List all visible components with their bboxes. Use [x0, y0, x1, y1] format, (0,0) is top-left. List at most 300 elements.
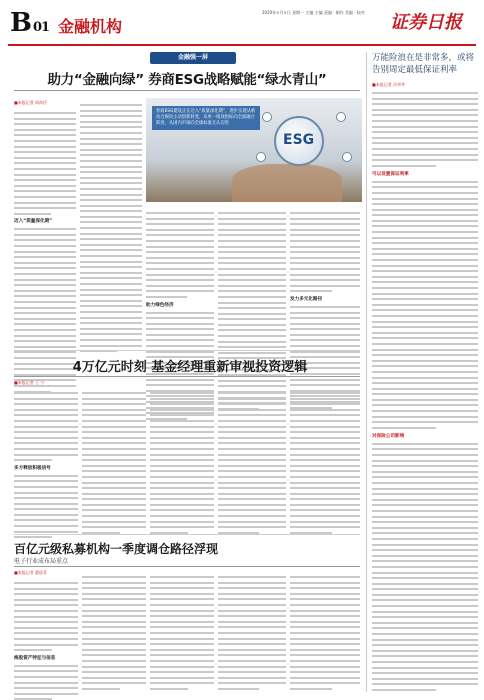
text-line	[218, 223, 286, 225]
text-line	[14, 228, 76, 230]
text-line	[218, 229, 286, 231]
article-divider	[14, 350, 360, 351]
text-line	[218, 593, 286, 595]
text-line	[80, 138, 142, 140]
text-line	[372, 421, 478, 423]
text-line	[82, 442, 146, 444]
text-line	[372, 388, 478, 390]
text-line	[372, 493, 478, 495]
article3-subheadline: 电子行业成布局重点	[14, 558, 69, 565]
text-line	[218, 632, 286, 634]
text-line	[290, 654, 360, 656]
right-column-article	[372, 52, 478, 692]
text-line	[82, 621, 146, 623]
text-line	[150, 420, 214, 422]
text-line	[14, 318, 76, 320]
text-line	[14, 649, 52, 651]
text-line	[372, 393, 478, 395]
text-line	[372, 499, 478, 501]
text-line	[372, 661, 478, 663]
text-line	[80, 328, 142, 330]
text-line	[290, 398, 360, 400]
text-line	[290, 515, 360, 517]
article3-byline: ■本报记者 董依菲	[14, 570, 48, 575]
text-line	[14, 454, 78, 456]
text-line	[218, 582, 286, 584]
article3-column-3	[150, 572, 214, 693]
text-line	[14, 123, 76, 125]
text-line	[372, 120, 478, 122]
text-line	[218, 318, 286, 320]
article1-subhead-3: 发力多元化路径	[290, 296, 323, 302]
text-line	[290, 240, 360, 242]
text-line	[290, 384, 360, 386]
text-line	[82, 582, 146, 584]
text-line	[14, 588, 78, 590]
article1-byline: ■本报记者 周尚伃	[14, 100, 48, 105]
body-text	[146, 212, 214, 298]
text-line	[218, 414, 286, 416]
text-line	[372, 460, 478, 462]
text-line	[146, 218, 214, 220]
text-line	[14, 582, 78, 584]
text-line	[290, 312, 360, 314]
text-line	[218, 621, 286, 623]
text-line	[218, 335, 286, 337]
text-line	[372, 510, 478, 512]
text-line	[372, 242, 478, 244]
text-line	[372, 639, 478, 641]
text-line	[14, 665, 78, 667]
text-line	[146, 312, 214, 314]
text-line	[14, 525, 78, 527]
text-line	[146, 290, 214, 292]
text-line	[80, 272, 142, 274]
text-line	[150, 610, 214, 612]
text-line	[290, 476, 360, 478]
text-line	[372, 427, 436, 429]
text-line	[14, 234, 76, 236]
text-line	[372, 544, 478, 546]
text-line	[290, 317, 360, 319]
text-line	[14, 632, 78, 634]
text-line	[372, 265, 478, 267]
text-line	[150, 476, 214, 478]
text-line	[80, 244, 142, 246]
text-line	[14, 146, 76, 148]
text-line	[290, 403, 360, 405]
text-line	[146, 234, 214, 236]
text-line	[80, 261, 142, 263]
body-text	[372, 443, 478, 691]
text-line	[82, 587, 146, 589]
text-line	[290, 448, 360, 450]
text-line	[372, 622, 478, 624]
text-line	[290, 615, 360, 617]
text-line	[146, 285, 214, 287]
text-line	[14, 420, 78, 422]
text-line	[290, 345, 360, 347]
text-line	[372, 482, 478, 484]
text-line	[372, 611, 478, 613]
text-line	[372, 220, 478, 222]
text-line	[372, 270, 478, 272]
text-line	[82, 671, 146, 673]
text-line	[290, 257, 360, 259]
text-line	[218, 454, 286, 456]
text-line	[150, 587, 214, 589]
text-line	[14, 670, 78, 672]
text-line	[82, 459, 146, 461]
text-line	[218, 576, 286, 578]
text-line	[290, 392, 360, 394]
text-line	[146, 296, 187, 298]
building-icon	[342, 152, 352, 162]
text-line	[14, 213, 51, 215]
text-line	[80, 110, 142, 112]
text-line	[80, 194, 142, 196]
text-line	[80, 115, 142, 117]
masthead-rule	[8, 44, 476, 46]
text-line	[150, 598, 214, 600]
text-line	[150, 632, 214, 634]
text-line	[14, 207, 76, 209]
text-line	[372, 650, 478, 652]
text-line	[218, 398, 286, 400]
text-line	[218, 324, 286, 326]
text-line	[14, 508, 78, 510]
body-text	[14, 665, 78, 700]
body-text	[290, 392, 360, 534]
text-line	[82, 504, 146, 506]
text-line	[150, 671, 214, 673]
text-line	[372, 186, 478, 188]
text-line	[372, 599, 478, 601]
article1-column-4	[218, 208, 286, 413]
body-text	[82, 392, 146, 534]
text-line	[82, 431, 146, 433]
text-line	[290, 660, 360, 662]
text-line	[372, 488, 478, 490]
text-line	[218, 598, 286, 600]
text-line	[82, 476, 146, 478]
text-line	[290, 593, 360, 595]
text-line	[372, 109, 478, 111]
text-line	[150, 688, 188, 690]
article2-column-3	[150, 388, 214, 537]
text-line	[290, 426, 360, 428]
text-line	[150, 582, 214, 584]
body-text	[150, 576, 214, 690]
text-line	[372, 293, 478, 295]
text-line	[150, 431, 214, 433]
text-line	[80, 104, 142, 106]
text-line	[218, 409, 286, 411]
text-line	[372, 281, 478, 283]
text-line	[290, 621, 360, 623]
text-line	[290, 587, 360, 589]
text-line	[372, 448, 478, 450]
body-text	[80, 104, 142, 352]
body-text	[218, 576, 286, 690]
text-line	[82, 682, 146, 684]
text-line	[372, 532, 478, 534]
text-line	[290, 212, 360, 214]
text-line	[372, 209, 478, 211]
article3-column-2	[82, 572, 146, 693]
text-line	[80, 199, 142, 201]
text-line	[218, 302, 286, 304]
text-line	[372, 309, 478, 311]
article1-subhead-1: 迈入“质量深化期”	[14, 219, 53, 225]
text-line	[372, 404, 478, 406]
right-article-headline[interactable]: 万能险浪在是非常多，或将告别周定最低保证利率	[372, 53, 475, 75]
text-line	[150, 626, 214, 628]
text-line	[218, 666, 286, 668]
text-line	[146, 212, 214, 214]
hand-image	[232, 164, 342, 202]
text-line	[146, 229, 214, 231]
text-line	[150, 515, 214, 517]
text-line	[14, 190, 76, 192]
text-line	[290, 509, 360, 511]
text-line	[372, 114, 478, 116]
text-line	[146, 317, 214, 319]
text-line	[14, 256, 76, 258]
text-line	[80, 305, 142, 307]
text-line	[218, 240, 286, 242]
body-text	[14, 392, 78, 461]
article1-subhead-2: 助力绿色经济	[146, 302, 174, 308]
text-line	[82, 666, 146, 668]
body-text	[82, 576, 146, 690]
text-line	[80, 333, 142, 335]
text-line	[82, 610, 146, 612]
text-line	[14, 312, 76, 314]
article3-headline[interactable]: 百亿元级私募机构一季度调仓路径浮现	[14, 542, 219, 556]
text-line	[82, 465, 146, 467]
text-line	[82, 660, 146, 662]
text-line	[14, 168, 76, 170]
text-line	[82, 392, 146, 394]
text-line	[14, 627, 78, 629]
text-line	[82, 487, 146, 489]
text-line	[372, 315, 478, 317]
text-line	[372, 633, 478, 635]
text-line	[82, 498, 146, 500]
text-line	[290, 328, 360, 330]
text-line	[372, 231, 478, 233]
text-line	[146, 257, 214, 259]
text-line	[146, 339, 214, 341]
text-line	[290, 442, 360, 444]
article1-headline[interactable]: 助力“金融向绿” 券商ESG战略赋能“绿水青山”	[47, 72, 327, 88]
text-line	[372, 454, 478, 456]
text-line	[372, 365, 478, 367]
text-line	[290, 285, 360, 287]
text-line	[82, 509, 146, 511]
text-line	[80, 277, 142, 279]
text-line	[372, 237, 478, 239]
text-line	[14, 134, 76, 136]
text-line	[150, 509, 214, 511]
text-line	[82, 576, 146, 578]
text-line	[372, 126, 478, 128]
text-line	[372, 583, 478, 585]
text-line	[150, 682, 214, 684]
text-line	[14, 335, 76, 337]
text-line	[218, 626, 286, 628]
leaf-icon	[262, 112, 272, 122]
text-line	[290, 576, 360, 578]
text-line	[82, 521, 146, 523]
text-line	[290, 274, 360, 276]
article3-column-5	[290, 572, 360, 693]
text-line	[218, 526, 286, 528]
body-text	[14, 112, 76, 215]
text-line	[14, 239, 76, 241]
article2-headline[interactable]: 4万亿元时刻 基金经理重新审视投资逻辑	[72, 360, 308, 375]
text-line	[372, 276, 478, 278]
text-line	[14, 459, 52, 461]
text-line	[218, 465, 286, 467]
text-line	[80, 289, 142, 291]
headline-rule	[14, 376, 360, 377]
text-line	[218, 587, 286, 589]
text-line	[218, 341, 286, 343]
text-line	[372, 549, 478, 551]
text-line	[150, 442, 214, 444]
text-line	[290, 604, 360, 606]
text-line	[372, 382, 478, 384]
text-line	[218, 426, 286, 428]
text-line	[14, 644, 78, 646]
text-line	[82, 414, 146, 416]
text-line	[146, 240, 214, 242]
section-title: 金融机构	[58, 17, 123, 36]
text-line	[290, 268, 360, 270]
headline-rule	[14, 566, 360, 567]
right-article-subhead-2: 对保险公司影响	[372, 433, 405, 439]
text-line	[218, 279, 286, 281]
text-line	[80, 149, 142, 151]
text-line	[218, 212, 286, 214]
text-line	[150, 459, 214, 461]
text-line	[82, 420, 146, 422]
text-line	[218, 448, 286, 450]
text-line	[82, 526, 146, 528]
text-line	[14, 174, 76, 176]
text-line	[82, 638, 146, 640]
text-line	[150, 526, 214, 528]
text-line	[14, 604, 78, 606]
text-line	[218, 285, 286, 287]
text-line	[290, 223, 360, 225]
text-line	[372, 354, 478, 356]
text-line	[14, 157, 76, 159]
text-line	[372, 667, 478, 669]
text-line	[14, 638, 78, 640]
text-line	[290, 638, 360, 640]
text-line	[14, 682, 78, 684]
text-line	[372, 304, 478, 306]
text-line	[372, 360, 478, 362]
article2-subhead-1: 多方释放积极信号	[14, 465, 51, 471]
article1-column-1	[14, 108, 76, 396]
text-line	[14, 279, 76, 281]
text-line	[290, 262, 360, 264]
text-line	[372, 131, 478, 133]
text-line	[218, 431, 286, 433]
text-line	[150, 521, 214, 523]
text-line	[80, 255, 142, 257]
text-line	[218, 442, 286, 444]
text-line	[372, 298, 478, 300]
text-line	[290, 465, 360, 467]
text-line	[80, 266, 142, 268]
text-line	[146, 323, 214, 325]
text-line	[150, 654, 214, 656]
text-line	[82, 649, 146, 651]
text-line	[80, 221, 142, 223]
text-line	[372, 566, 478, 568]
text-line	[14, 392, 78, 394]
text-line	[372, 287, 478, 289]
recycle-icon	[256, 152, 266, 162]
paper-logo: 证券日报	[390, 12, 462, 33]
text-line	[80, 300, 142, 302]
text-line	[146, 274, 214, 276]
text-line	[290, 649, 360, 651]
text-line	[218, 346, 286, 348]
text-line	[372, 248, 478, 250]
text-line	[14, 519, 78, 521]
text-line	[80, 121, 142, 123]
text-line	[218, 296, 286, 298]
text-line	[218, 380, 286, 382]
text-line	[218, 290, 286, 292]
text-line	[80, 210, 142, 212]
page-number	[10, 8, 49, 38]
text-line	[372, 159, 478, 161]
text-line	[14, 403, 78, 405]
text-line	[372, 181, 478, 183]
text-line	[150, 677, 214, 679]
text-line	[290, 487, 360, 489]
text-line	[150, 454, 214, 456]
text-line	[218, 671, 286, 673]
text-line	[218, 307, 286, 309]
text-line	[80, 205, 142, 207]
text-line	[14, 486, 78, 488]
text-line	[218, 521, 286, 523]
text-line	[14, 431, 78, 433]
text-line	[218, 638, 286, 640]
text-line	[372, 504, 478, 506]
text-line	[80, 154, 142, 156]
text-line	[80, 171, 142, 173]
text-line	[150, 621, 214, 623]
text-line	[150, 414, 214, 416]
text-line	[80, 249, 142, 251]
people-icon	[336, 112, 346, 122]
text-line	[218, 498, 286, 500]
text-line	[290, 626, 360, 628]
text-line	[150, 487, 214, 489]
text-line	[218, 515, 286, 517]
text-line	[372, 203, 478, 205]
text-line	[80, 345, 142, 347]
